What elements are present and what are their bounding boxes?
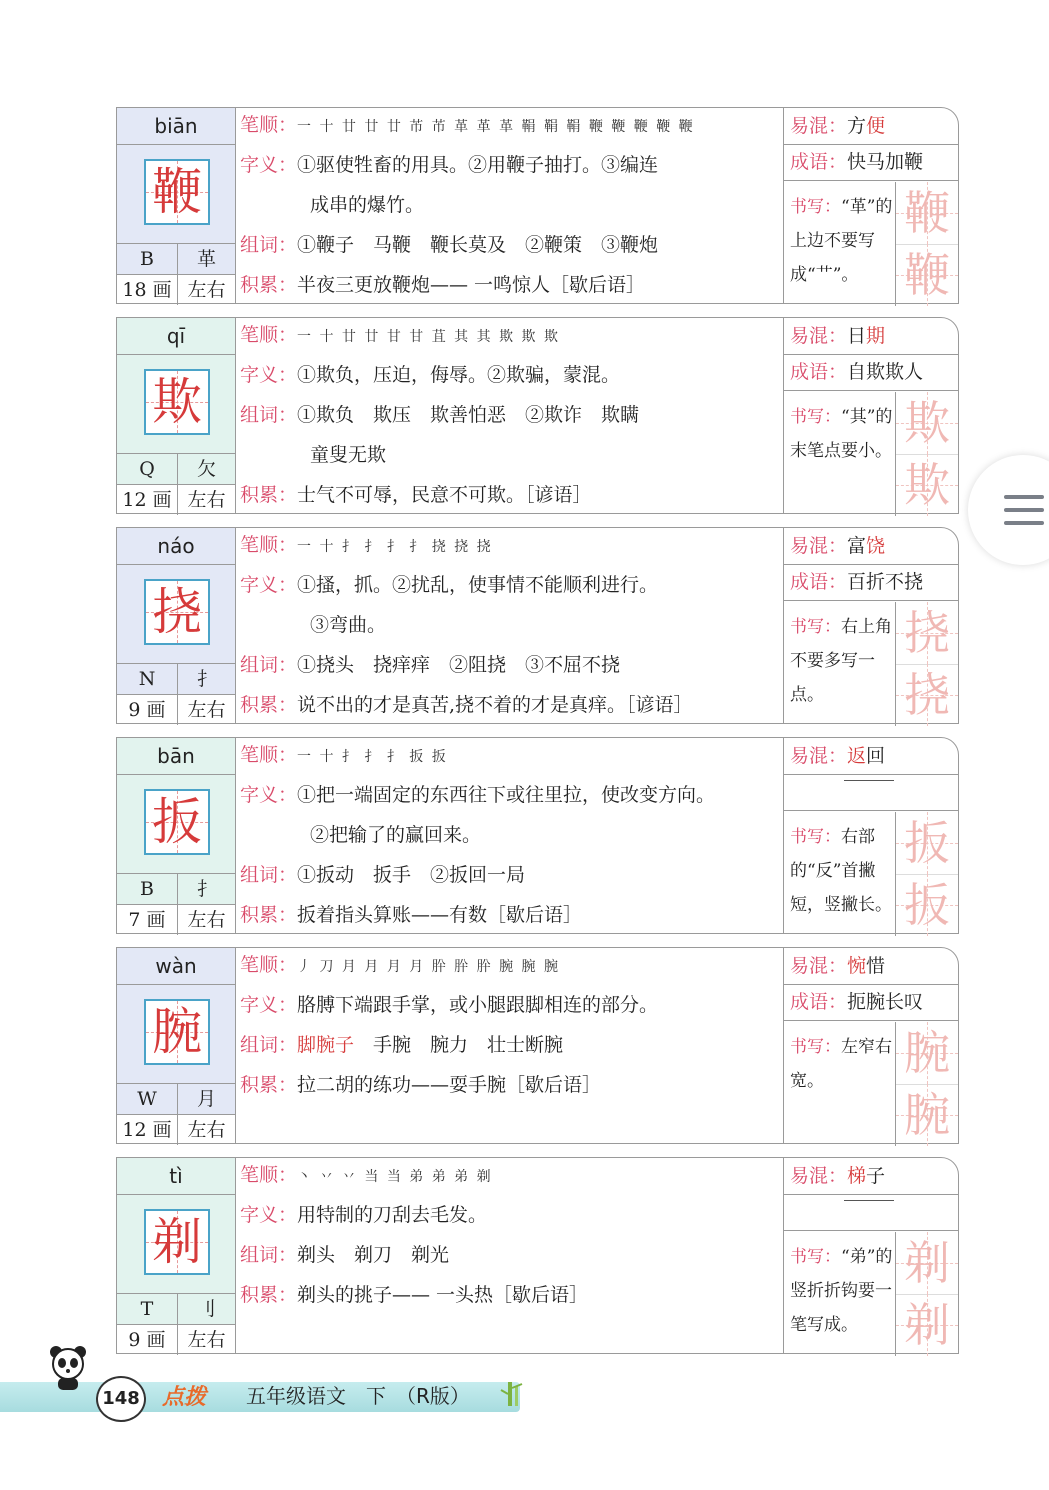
index-row [117, 664, 235, 695]
stroke-order: 一 十 廿 廿 甘 甘 苴 其 其 欺 欺 欺 [297, 329, 560, 345]
meaning-text: 成串的爆竹。 [310, 194, 425, 216]
practice-char: 剃 [904, 1298, 950, 1352]
character-grid [144, 789, 210, 855]
practice-grid [895, 1294, 958, 1356]
practice-char: 欺 [904, 396, 950, 450]
writing-text: 左窄右宽。 [790, 1037, 892, 1091]
practice-char: 扳 [904, 878, 950, 932]
index-row [117, 1084, 235, 1115]
label-accum: 积累： [240, 1074, 298, 1096]
character-info [117, 318, 236, 513]
stroke-count: 9 画 [117, 695, 178, 725]
confusable-row [784, 528, 958, 565]
label-meaning: 字义： [240, 574, 298, 596]
character-info [117, 948, 236, 1143]
character-card [116, 947, 959, 1144]
stroke-order: 丶 丷 丷 当 当 弟 弟 弟 剃 [297, 1169, 493, 1185]
stroke-count: 12 画 [117, 1115, 178, 1145]
menu-button[interactable] [968, 455, 1049, 565]
stroke-order: 一 十 廿 廿 廿 芇 芇 革 革 革 鞙 鞙 鞙 鞭 鞭 鞭 鞭 鞭 [297, 119, 695, 135]
panda-mascot-icon [48, 1344, 88, 1390]
index-row [117, 454, 235, 485]
confusable-row [784, 1158, 958, 1195]
words-line [240, 862, 783, 888]
practice-grid [895, 1232, 958, 1295]
confusable-char: 日 [847, 325, 867, 347]
radical: 扌 [196, 878, 216, 900]
character-box [117, 565, 235, 664]
empty-dash [844, 780, 894, 781]
character: 挠 [152, 583, 202, 641]
tips-panel [784, 108, 958, 303]
words-line [240, 402, 783, 428]
tips-panel [784, 318, 958, 513]
stroke-row [117, 275, 235, 305]
practice-grid [895, 392, 958, 455]
radical: 扌 [196, 668, 216, 690]
accumulation-text: 扳着指头算账——有数［歇后语］ [297, 904, 583, 926]
brand-logo: 点拨 [162, 1385, 207, 1410]
label-accum: 积累： [240, 694, 298, 716]
character: 欺 [152, 373, 202, 431]
character-grid [144, 999, 210, 1065]
accumulation-line [240, 1072, 783, 1098]
character: 鞭 [152, 163, 202, 221]
words-text: ①挠头 挠痒痒 ②阻挠 ③不屈不挠 [297, 654, 621, 676]
practice-char: 腕 [904, 1088, 950, 1142]
accumulation-text: 说不出的才是真苦,挠不着的才是真痒。［谚语］ [297, 694, 693, 716]
stroke-count: 12 画 [117, 485, 178, 515]
confusable-char: 惋 [847, 955, 867, 977]
writing-text: 右部的“反”首撇短，竖撇长。 [790, 827, 892, 915]
confusable-char: 返 [847, 745, 867, 767]
label-strokes: 笔顺： [240, 114, 298, 136]
character-box [117, 1195, 235, 1294]
character-info [117, 738, 236, 933]
label-idiom: 成语： [790, 571, 848, 593]
menu-icon [1004, 495, 1044, 499]
pinyin: tì [117, 1158, 235, 1195]
label-strokes: 笔顺： [240, 1164, 298, 1186]
character: 扳 [152, 793, 202, 851]
radical: 刂 [196, 1298, 216, 1320]
accumulation-text: 士气不可辱，民意不可欺。［谚语］ [297, 484, 592, 506]
index-letter: B [117, 874, 178, 904]
word-highlight: 脚腕子 [297, 1034, 355, 1056]
label-words: 组词： [240, 1244, 298, 1266]
pinyin: wàn [117, 948, 235, 985]
character-grid [144, 159, 210, 225]
practice-char: 欺 [904, 458, 950, 512]
label-accum: 积累： [240, 274, 298, 296]
label-accum: 积累： [240, 1284, 298, 1306]
label-meaning: 字义： [240, 784, 298, 806]
practice-grid [895, 812, 958, 875]
words-line [240, 1032, 783, 1058]
confusable-row [784, 108, 958, 145]
words-text: ①欺负 欺压 欺善怕恶 ②欺诈 欺瞒 [297, 404, 640, 426]
meaning-text: ①把一端固定的东西往下或往里拉，使改变方向。 [297, 784, 716, 806]
stroke-order-line [240, 322, 783, 350]
confusable-row [784, 948, 958, 985]
confusable-char: 回 [866, 745, 886, 767]
practice-char: 挠 [904, 668, 950, 722]
meaning-line [240, 152, 783, 178]
index-row [117, 874, 235, 905]
words-text: ①鞭子 马鞭 鞭长莫及 ②鞭策 ③鞭炮 [297, 234, 659, 256]
idiom-text: 快马加鞭 [847, 151, 924, 173]
practice-grid [895, 1022, 958, 1085]
character-grid [144, 579, 210, 645]
character-grid [144, 1209, 210, 1275]
label-writing: 书写： [790, 1037, 841, 1057]
writing-tip [790, 400, 898, 468]
stroke-order-line [240, 952, 783, 980]
label-meaning: 字义： [240, 994, 298, 1016]
meaning-text: ①驱使牲畜的用具。②用鞭子抽打。③编连 [297, 154, 659, 176]
idiom-row [784, 144, 958, 181]
accumulation-line [240, 1282, 783, 1308]
stroke-count: 9 画 [117, 1325, 178, 1355]
stroke-row [117, 695, 235, 725]
words-line [240, 232, 783, 258]
index-row [117, 244, 235, 275]
accumulation-line [240, 272, 783, 298]
label-writing: 书写： [790, 827, 841, 847]
writing-tip [790, 1030, 898, 1098]
idiom-row [784, 564, 958, 601]
confusable-char: 子 [866, 1165, 886, 1187]
practice-char: 鞭 [904, 186, 950, 240]
label-confuse: 易混： [790, 745, 848, 767]
book-title: 五年级语文 下 （R版） [246, 1384, 470, 1408]
practice-grid [895, 874, 958, 936]
stroke-row [117, 1115, 235, 1145]
accumulation-text: 半夜三更放鞭炮—— 一鸣惊人［歇后语］ [297, 274, 646, 296]
words-line [240, 1242, 783, 1268]
label-confuse: 易混： [790, 115, 848, 137]
pinyin: bān [117, 738, 235, 775]
character-card [116, 527, 959, 724]
character-grid [144, 369, 210, 435]
confusable-char: 富 [847, 535, 867, 557]
words-text: 剃头 剃刀 剃光 [297, 1244, 450, 1266]
accumulation-line [240, 902, 783, 928]
label-confuse: 易混： [790, 325, 848, 347]
structure: 左右 [187, 909, 226, 931]
character-card [116, 317, 959, 514]
character-details [236, 1158, 784, 1353]
confusable-row [784, 318, 958, 355]
index-row [117, 1294, 235, 1325]
radical: 月 [196, 1088, 216, 1110]
pinyin: náo [117, 528, 235, 565]
label-accum: 积累： [240, 484, 298, 506]
accumulation-line [240, 692, 783, 718]
writing-tip [790, 820, 898, 922]
label-idiom: 成语： [790, 361, 848, 383]
meaning-text: ①欺负，压迫，侮辱。②欺骗，蒙混。 [297, 364, 621, 386]
writing-tip [790, 610, 898, 712]
writing-tip [790, 190, 898, 292]
label-meaning: 字义： [240, 1204, 298, 1226]
stroke-count: 18 画 [117, 275, 178, 305]
character-details [236, 738, 784, 933]
character-box [117, 775, 235, 874]
menu-icon-bar [1004, 508, 1044, 512]
index-letter: B [117, 244, 178, 274]
label-writing: 书写： [790, 407, 841, 427]
label-meaning: 字义： [240, 364, 298, 386]
stroke-row [117, 485, 235, 515]
radical: 革 [196, 248, 216, 270]
stroke-row [117, 1325, 235, 1355]
writing-text: “革”的上边不要写成“艹”。 [790, 197, 893, 285]
radical: 欠 [196, 458, 216, 480]
practice-grid [895, 454, 958, 516]
character: 剃 [152, 1213, 202, 1271]
meaning-text: 胳膊下端跟手掌，或小腿跟脚相连的部分。 [297, 994, 659, 1016]
words-line [240, 442, 783, 468]
words-text: 手腕 腕力 壮士断腕 [354, 1034, 564, 1056]
meaning-line [240, 362, 783, 388]
character-box [117, 145, 235, 244]
meaning-line [240, 572, 783, 598]
label-words: 组词： [240, 864, 298, 886]
structure: 左右 [187, 1329, 226, 1351]
label-confuse: 易混： [790, 535, 848, 557]
words-text: 童叟无欺 [310, 444, 387, 466]
character-info [117, 108, 236, 303]
character-card [116, 737, 959, 934]
accumulation-text: 剃头的挑子—— 一头热［歇后语］ [297, 1284, 589, 1306]
practice-char: 挠 [904, 606, 950, 660]
stroke-order: 丿 刀 月 月 月 月 肸 肸 肸 腕 腕 腕 [297, 959, 560, 975]
meaning-line [240, 612, 783, 638]
character-details [236, 318, 784, 513]
words-line [240, 652, 783, 678]
tips-panel [784, 738, 958, 933]
confusable-char: 期 [866, 325, 886, 347]
tips-panel [784, 528, 958, 723]
stroke-count: 7 画 [117, 905, 178, 935]
practice-grid [895, 602, 958, 665]
confusable-row [784, 738, 958, 775]
idiom-row [784, 354, 958, 391]
confusable-char: 饶 [866, 535, 886, 557]
tips-panel [784, 948, 958, 1143]
meaning-line [240, 782, 783, 808]
label-confuse: 易混： [790, 1165, 848, 1187]
label-meaning: 字义： [240, 154, 298, 176]
words-text: ①扳动 扳手 ②扳回一局 [297, 864, 526, 886]
practice-char: 腕 [904, 1026, 950, 1080]
meaning-line [240, 992, 783, 1018]
confusable-char: 梯 [847, 1165, 867, 1187]
index-letter: N [117, 664, 178, 694]
label-writing: 书写： [790, 617, 841, 637]
idiom-text: 自欺欺人 [847, 361, 924, 383]
meaning-text: ①搔，抓。②扰乱，使事情不能顺利进行。 [297, 574, 659, 596]
bamboo-icon [500, 1380, 526, 1408]
writing-text: 右上角不要多写一点。 [790, 617, 892, 705]
character-info [117, 528, 236, 723]
label-words: 组词： [240, 234, 298, 256]
character-box [117, 985, 235, 1084]
label-idiom: 成语： [790, 151, 848, 173]
meaning-text: ③弯曲。 [310, 614, 387, 636]
meaning-text: 用特制的刀刮去毛发。 [297, 1204, 488, 1226]
writing-tip [790, 1240, 898, 1342]
confusable-char: 方 [847, 115, 867, 137]
practice-grid [895, 1084, 958, 1146]
character-box [117, 355, 235, 454]
idiom-text: 扼腕长叹 [847, 991, 924, 1013]
tips-panel [784, 1158, 958, 1353]
practice-grid [895, 244, 958, 306]
stroke-order-line [240, 1162, 783, 1190]
practice-char: 鞭 [904, 248, 950, 302]
idiom-row [784, 984, 958, 1021]
label-writing: 书写： [790, 1247, 841, 1267]
character-details [236, 108, 784, 303]
stroke-order-line [240, 532, 783, 560]
index-letter: W [117, 1084, 178, 1114]
label-idiom: 成语： [790, 991, 848, 1013]
confusable-char: 便 [866, 115, 886, 137]
structure: 左右 [187, 699, 226, 721]
meaning-line [240, 822, 783, 848]
empty-dash [844, 1200, 894, 1201]
stroke-order: 一 十 扌 扌 扌 扌 挠 挠 挠 [297, 539, 493, 555]
writing-text: “弟”的竖折折钩要一笔写成。 [790, 1247, 893, 1335]
label-words: 组词： [240, 404, 298, 426]
label-strokes: 笔顺： [240, 534, 298, 556]
pinyin: biān [117, 108, 235, 145]
confusable-char: 惜 [866, 955, 886, 977]
label-confuse: 易混： [790, 955, 848, 977]
menu-icon-bar [1004, 521, 1044, 525]
structure: 左右 [187, 1119, 226, 1141]
character-details [236, 528, 784, 723]
meaning-text: ②把输了的赢回来。 [310, 824, 482, 846]
index-letter: T [117, 1294, 178, 1324]
label-accum: 积累： [240, 904, 298, 926]
practice-char: 剃 [904, 1236, 950, 1290]
accumulation-text: 拉二胡的练功——耍手腕［歇后语］ [297, 1074, 602, 1096]
stroke-order-line [240, 112, 783, 140]
stroke-row [117, 905, 235, 935]
idiom-row [784, 774, 958, 811]
stroke-order-line [240, 742, 783, 770]
label-strokes: 笔顺： [240, 324, 298, 346]
stroke-order: 一 十 扌 扌 扌 扳 扳 [297, 749, 448, 765]
label-strokes: 笔顺： [240, 954, 298, 976]
structure: 左右 [187, 279, 226, 301]
meaning-line [240, 1202, 783, 1228]
footer [0, 1368, 560, 1420]
practice-grid [895, 664, 958, 726]
label-words: 组词： [240, 654, 298, 676]
structure: 左右 [187, 489, 226, 511]
character: 腕 [152, 1003, 202, 1061]
writing-text: “其”的末笔点要小。 [790, 407, 893, 461]
index-letter: Q [117, 454, 178, 484]
idiom-row [784, 1194, 958, 1231]
character-info [117, 1158, 236, 1353]
label-strokes: 笔顺： [240, 744, 298, 766]
character-card [116, 107, 959, 304]
character-details [236, 948, 784, 1143]
pinyin: qī [117, 318, 235, 355]
meaning-line [240, 192, 783, 218]
page-number: 148 [96, 1376, 146, 1422]
label-writing: 书写： [790, 197, 841, 217]
practice-grid [895, 182, 958, 245]
accumulation-line [240, 482, 783, 508]
practice-char: 扳 [904, 816, 950, 870]
idiom-text: 百折不挠 [847, 571, 924, 593]
label-words: 组词： [240, 1034, 298, 1056]
character-card [116, 1157, 959, 1354]
